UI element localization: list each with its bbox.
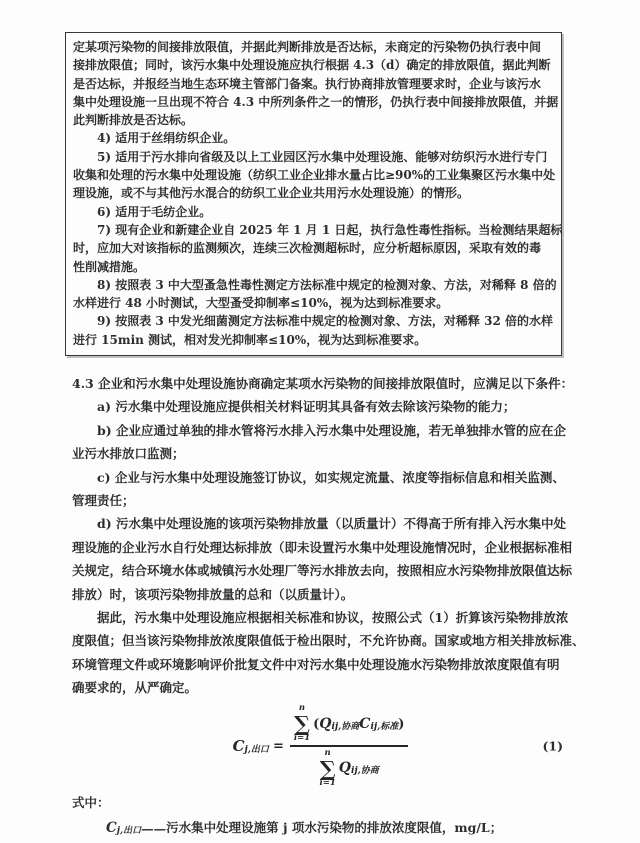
equation-1 xyxy=(72,700,569,792)
fraction-numerator xyxy=(290,704,409,743)
lhs-subscript: j,出口 xyxy=(244,745,269,755)
fraction-denominator xyxy=(315,749,382,788)
lhs-symbol: C xyxy=(232,737,245,755)
text-line: 5) 适用于污水排向省级及以上工业园区污水集中处理设施、能够对纺织污水进行专门 xyxy=(97,149,548,164)
denominator-expression xyxy=(339,760,379,776)
text-line: 理设施的企业污水自行处理达标排放（即未设置污水集中处理设施情况时，企业根据标准相 xyxy=(72,539,573,555)
fraction xyxy=(290,704,409,788)
term-subscript: j,出口 xyxy=(116,826,142,836)
text-line: 4) 适用于丝绢纺织企业。 xyxy=(97,131,236,146)
table-notes-text xyxy=(73,38,563,349)
equals-sign: = xyxy=(272,738,284,754)
term-symbol: C xyxy=(106,820,117,836)
equation-number: (1) xyxy=(542,738,563,754)
text-line: 此判断排放是否达标。 xyxy=(73,113,194,128)
sum-lower-limit: i=1 xyxy=(319,777,336,788)
where-label: 式中： xyxy=(72,795,110,810)
text-line: 定某项污染物的间接排放限值，并据此判断排放是否达标，未商定的污染物仍执行表中间 xyxy=(73,40,542,54)
text-line: 9) 按照表 3 中发光细菌测定方法标准中规定的检测对象、方法，对稀释 32 倍的水样 xyxy=(97,314,553,329)
text-line: 业污水排放口监测； xyxy=(72,446,185,462)
text-line: 6) 适用于毛纺企业。 xyxy=(97,204,212,219)
text-line: c) 企业与污水集中处理设施签订协议，如实规定流量、浓度等指标信息和相关监测、 xyxy=(97,469,565,485)
text-line: 进行 15min 测试，相对发光抑制率≤10%，视为达到标准要求。 xyxy=(73,332,427,347)
text-line: 确要求的，从严确定。 xyxy=(72,680,198,696)
q-subscript: ij,协商 xyxy=(331,721,360,732)
sum-lower-limit: i=1 xyxy=(293,733,311,744)
equation-1-expression xyxy=(233,704,409,788)
close-paren: ) xyxy=(398,716,405,732)
text-line: 据此，污水集中处理设施应根据相关标准和协议，按照公式（1）折算该污染物排放浓 xyxy=(97,610,569,626)
equation-lhs xyxy=(233,737,269,755)
sum-upper-limit: n xyxy=(324,747,331,758)
text-line: 排放）时，该项污染物排放量的总和（以质量计）。 xyxy=(72,586,354,602)
q-symbol: Q xyxy=(319,715,332,732)
q-symbol: Q xyxy=(338,760,351,777)
sigma-icon: ∑ xyxy=(319,755,336,781)
text-line: d) 污水集中处理设施的该项污染物排放量（以质量计）不得高于所有排入污水集中处 xyxy=(97,516,567,532)
text-line: 度限值；但当该污染物排放浓度限值低于检出限时，不允许协商。国家或地方相关排放标准、 xyxy=(72,633,585,649)
section-4-3-lines xyxy=(72,372,585,700)
table-notes-box xyxy=(65,32,562,356)
c-symbol: C xyxy=(359,715,371,732)
text-line: 是否达标，并报经当地生态环境主管部门备案。执行协商排放管理要求时，企业与该污水 xyxy=(73,76,542,91)
text-line: 集中处理设施一旦出现不符合 4.3 中所列条件之一的情形，仍执行表中间接排放限值，并据 xyxy=(73,94,559,109)
q-subscript: ij,协商 xyxy=(350,766,379,777)
where-term-definition xyxy=(72,818,502,836)
text-line: 收集和处理的污水集中处理设施（纺织工业企业排水量占比≥90%的工业集聚区污水集中处 xyxy=(73,168,556,183)
text-line: 环境管理文件或环境影响评价批复文件中对污水集中处理设施水污染物排放浓度限值有明 xyxy=(72,656,560,672)
text-line: 管理责任； xyxy=(72,493,135,509)
summation-symbol xyxy=(319,749,335,788)
summation-symbol xyxy=(294,704,310,743)
term-definition-text: 污水集中处理设施第 j 项水污染物的排放浓度限值，mg/L； xyxy=(166,820,503,835)
fraction-bar xyxy=(290,745,409,747)
text-line: b) 企业应通过单独的排水管将污水排入污水集中处理设施，若无单独排水管的应在企 xyxy=(97,422,567,438)
text-line: 水样进行 48 小时测试，大型蚤受抑制率≤10%，视为达到标准要求。 xyxy=(73,296,449,311)
open-paren: ( xyxy=(313,716,320,732)
c-subscript: ij,标准 xyxy=(370,721,399,732)
text-line: 性削减措施。 xyxy=(73,259,146,274)
sigma-icon: ∑ xyxy=(294,711,310,737)
text-line: 8) 按照表 3 中大型蚤急性毒性测定方法标准中规定的检测对象、方法，对稀释 8 倍的 xyxy=(97,277,557,292)
text-line: a) 污水集中处理设施应提供相关材料证明其具备有效去除该污染物的能力； xyxy=(97,399,516,415)
text-line: 接排放限值；同时，该污水集中处理设施应执行根据 4.3（d）确定的排放限值，据此判断 xyxy=(73,58,551,73)
term-dash: —— xyxy=(141,821,167,836)
text-line: 关规定，结合环境水体或城镇污水处理厂等污水排放去向，按照相应水污染物排放限值达标 xyxy=(72,563,573,579)
numerator-expression xyxy=(313,716,404,732)
sum-upper-limit: n xyxy=(298,703,306,714)
section-4-3-text xyxy=(72,372,585,700)
text-line: 时，应加大对该指标的监测频次，连续三次检测超标时，应分析超标原因，采取有效的毒 xyxy=(73,241,542,256)
text-line: 理设施，或不与其他污水混合的纺织工业企业共用污水处理设施）的情形。 xyxy=(73,186,470,201)
text-line: 7) 现有企业和新建企业自 2025 年 1 月 1 日起，执行急性毒性指标。当检测结果超标 xyxy=(97,222,563,237)
text-line: 4.3 企业和污水集中处理设施协商确定某项水污染物的间接排放限值时，应满足以下条件： xyxy=(72,376,574,391)
